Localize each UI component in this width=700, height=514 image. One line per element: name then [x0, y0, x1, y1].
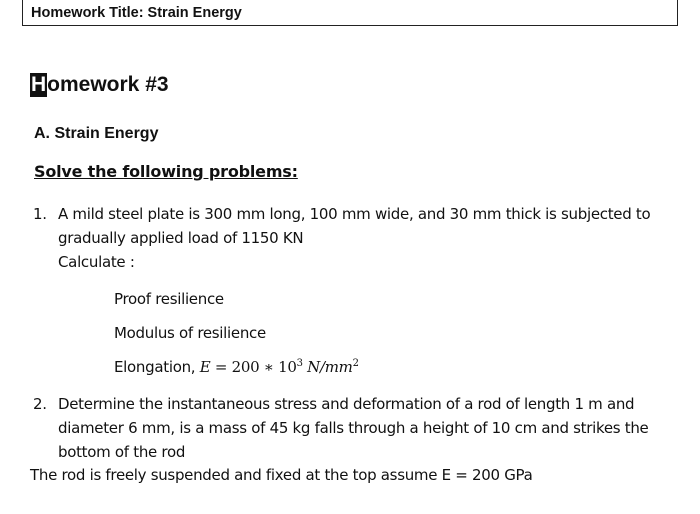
- problem-1-number: 1.: [33, 205, 47, 223]
- problem-1-item-elongation: [114, 358, 359, 376]
- header-box: [22, 0, 678, 26]
- problem-2-line-1: Determine the instantaneous stress and deformation of a rod of length 1 m and: [58, 395, 635, 413]
- section-heading: A. Strain Energy: [34, 125, 159, 142]
- elongation-exponent: 3: [296, 358, 303, 369]
- problem-1-line-1: A mild steel plate is 300 mm long, 100 mm wide, and 30 mm thick is subjected to: [58, 205, 651, 223]
- instruction-heading: Solve the following problems:: [34, 162, 298, 181]
- problem-1-line-3: Calculate :: [58, 253, 135, 271]
- closing-note: The rod is freely suspended and fixed at the top assume E = 200 GPa: [30, 466, 533, 484]
- homework-title: [30, 73, 169, 97]
- homework-title-initial: H: [31, 73, 47, 96]
- homework-header-title: Homework Title: Strain Energy: [31, 5, 242, 21]
- problem-1-line-2: gradually applied load of 1150 KN: [58, 229, 304, 247]
- problem-2-line-3: bottom of the rod: [58, 443, 186, 461]
- elongation-prefix: Elongation,: [114, 358, 200, 376]
- problem-1-item-modulus-of-resilience: Modulus of resilience: [114, 324, 266, 342]
- elongation-unit: N/mm: [302, 358, 353, 376]
- elongation-unit-exponent: 2: [352, 358, 359, 369]
- elongation-equation: = 200 ∗ 10: [210, 358, 297, 376]
- problem-2-number: 2.: [33, 395, 47, 413]
- elongation-variable: E: [199, 358, 211, 376]
- homework-title-rest: omework #3: [47, 73, 169, 96]
- problem-1-item-proof-resilience: Proof resilience: [114, 290, 224, 308]
- problem-2-line-2: diameter 6 mm, is a mass of 45 kg falls through a height of 10 cm and strikes the: [58, 419, 649, 437]
